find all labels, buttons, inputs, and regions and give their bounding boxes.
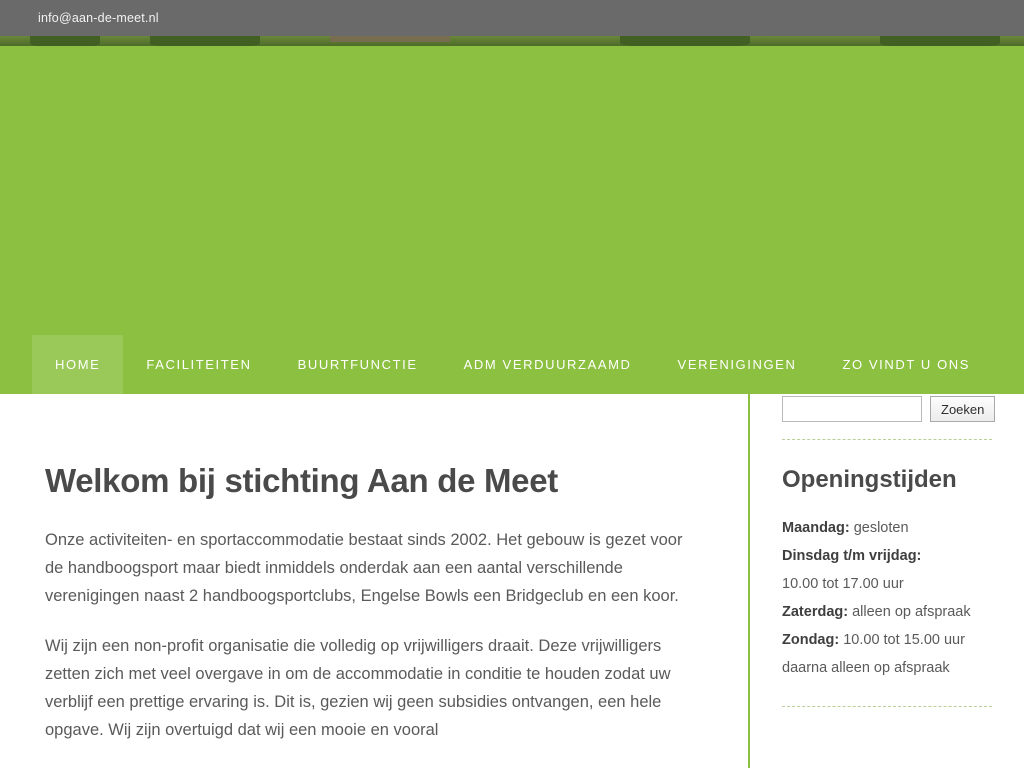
opening-hours-row	[782, 514, 992, 542]
page-title: Welkom bij stichting Aan de Meet	[45, 462, 558, 499]
content-area	[0, 394, 1024, 768]
opening-hours-row	[782, 654, 992, 682]
opening-hours-day: Zondag:	[782, 632, 840, 648]
nav-item-faciliteiten[interactable]: FACILITEITEN	[146, 357, 252, 372]
sidebar-divider-bottom	[782, 706, 992, 707]
opening-hours-row	[782, 542, 992, 570]
opening-hours-time: gesloten	[853, 520, 909, 536]
sidebar	[752, 394, 1024, 768]
opening-hours-day: Dinsdag t/m vrijdag:	[782, 548, 922, 564]
opening-hours-time: 10.00 tot 17.00 uur	[782, 576, 904, 592]
opening-hours-time: 10.00 tot 15.00 uur	[843, 632, 965, 648]
nav-item-adm-verduurzaamd[interactable]: ADM VERDUURZAAMD	[463, 357, 632, 372]
opening-hours-row	[782, 598, 992, 626]
opening-hours-day: Zaterdag:	[782, 604, 849, 620]
main-navigation	[0, 335, 1024, 394]
sidebar-divider-top	[782, 439, 992, 440]
opening-hours-day: Maandag:	[782, 520, 850, 536]
hero-green-panel	[0, 46, 1024, 335]
nav-item-home[interactable]: HOME	[32, 335, 123, 394]
nav-item-zo-vindt-u-ons[interactable]: ZO VINDT U ONS	[842, 357, 971, 372]
opening-hours-list	[782, 514, 992, 682]
search-button[interactable]: Zoeken	[930, 396, 995, 422]
search-widget	[782, 394, 992, 422]
opening-hours-time: daarna alleen op afspraak	[782, 660, 950, 676]
opening-hours-row	[782, 570, 992, 598]
opening-hours-row	[782, 626, 992, 654]
nav-item-buurtfunctie[interactable]: BUURTFUNCTIE	[297, 357, 418, 372]
nav-item-verenigingen[interactable]: VERENIGINGEN	[677, 357, 797, 372]
hero-banner	[0, 0, 1024, 335]
main-column	[0, 394, 750, 768]
opening-hours-title: Openingstijden	[782, 466, 957, 493]
topbar	[0, 0, 1024, 36]
intro-paragraph-2: Wij zijn een non-profit organisatie die volledig op vrijwilligers draait. Deze vrijwilligers zetten zich met veel overgave in om de accommodatie in conditie te houden zodat uw verblijf een prettige ervaring is. Dit is, gezien wij geen subsidies ontvangen, een hele opgave. Wij zijn overtuigd dat wij een mooie en vooral	[45, 637, 671, 739]
intro-paragraph-1: Onze activiteiten- en sportaccommodatie bestaat sinds 2002. Het gebouw is gezet voor de handboogsport maar biedt inmiddels onderdak aan een aantal verschillende verenigingen naast 2 handboogsportclubs, Engelse Bowls een Bridgeclub en een koor.	[45, 531, 683, 605]
contact-email[interactable]: info@aan-de-meet.nl	[38, 11, 159, 25]
opening-hours-time: alleen op afspraak	[852, 604, 971, 620]
search-input[interactable]	[782, 396, 922, 422]
